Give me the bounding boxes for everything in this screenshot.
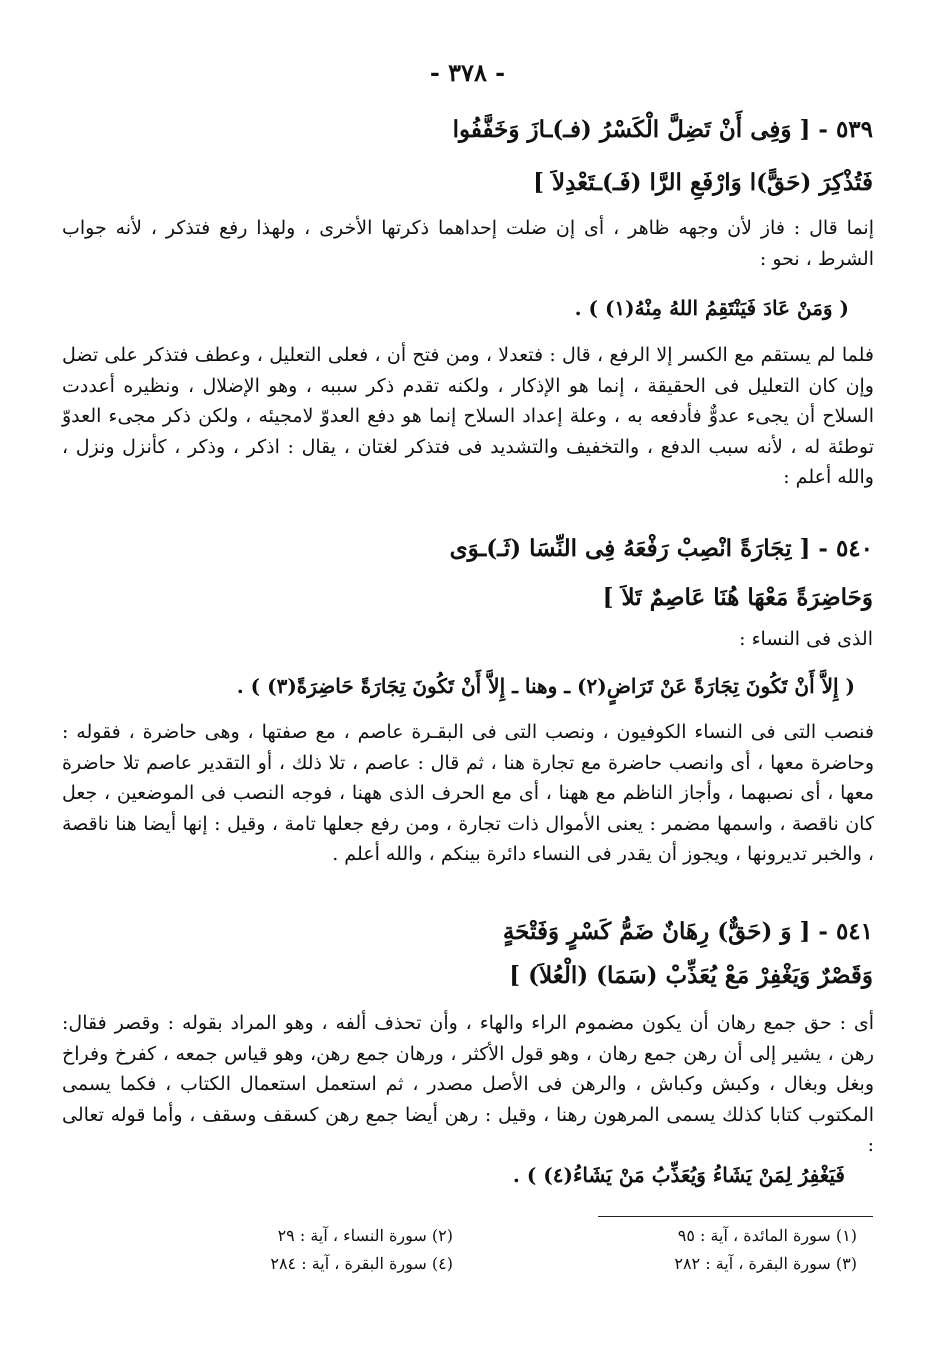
quran-quote-1: ( وَمَنْ عَادَ فَيَنْتَقِمُ اللهُ مِنْهُ(١) ) .: [574, 296, 849, 320]
commentary-paragraph-3: فنصب التى فى النساء الكوفيون ، ونصب التى فى البقـرة عاصم ، مع صفتها ، وهى حاضرة ، فقوله : وحاضرة معها ، أى وانصب حاضرة مع تجارة هنا ، ثم قال : عاصم ، تلا ذلك ، أو التقدير عاصم تلا حاضرة معها ، أى نصبهما ، وأجاز الناظم مع ههنا ، أى مع الحرف الذى ههنا ، فوجه النصب فى الموضعين ، جعل كان ناقصة ، واسمها مضمر : يعنى الأموال ذات تجارة ، ومن رفع جعلها تامة ، وقيل : إنها أيضا هنا ناقصة ، والخبر تديرونها ، ويجوز أن يقدر فى النساء دائرة بينكم ، والله أعلم .: [62, 721, 874, 865]
page-number: - ٣٧٨ -: [429, 58, 506, 87]
verse-540-first-hemistich: ٥٤٠ - [ تِجَارَةً انْصِبْ رَفْعَهُ فِى النِّسَا (ثَـ)ـوَى: [449, 535, 873, 562]
footnote-2: (٢) سورة النساء ، آية : ٢٩: [277, 1226, 453, 1245]
quran-quote-2: ( إِلاَّ أَنْ تَكُونَ تِجَارَةً عَنْ تَرَاضٍ(٢) ـ وهنا ـ إِلاَّ أَنْ تَكُونَ تِجَارَةً حَاضِرَةً(٣) ) .: [236, 674, 855, 698]
verse-539-second-hemistich: فَتُذْكِرَ (حَقًّ)ا وَارْفَعِ الرَّا (فَـ)ـتَعْدِلاَ ]: [533, 169, 873, 196]
verse-541-second-hemistich: وَقَصْرٌ وَيَغْفِرْ مَعْ يُعَذِّبْ (سَمَا) (الْعُلاَ) ]: [509, 962, 873, 989]
section-label: الذى فى النساء :: [739, 628, 873, 650]
verse-541-first-hemistich: ٥٤١ - [ وَ (حَقٌّ) رِهَانٌ ضَمُّ كَسْرٍ وَفَتْحَةٍ: [502, 918, 873, 945]
footnote-separator: [598, 1216, 873, 1217]
verse-540-second-hemistich: وَحَاضِرَةً مَعْهَا هُنَا عَاصِمٌ تَلاَ ]: [602, 584, 873, 611]
verse-539-first-hemistich: ٥٣٩ - [ وَفِى أَنْ تَضِلَّ الْكَسْرُ (فـ)ـازَ وَخَفَّفُوا: [452, 116, 873, 143]
footnote-3: (٣) سورة البقرة ، آية : ٢٨٢: [674, 1254, 857, 1273]
quran-quote-3: فَيَغْفِرُ لِمَنْ يَشَاءُ وَيُعَذِّبُ مَنْ يَشَاءُ(٤) ) .: [512, 1163, 845, 1187]
footnote-1: (١) سورة المائدة ، آية : ٩٥: [677, 1226, 857, 1245]
footnote-4: (٤) سورة البقرة ، آية : ٢٨٤: [270, 1254, 453, 1273]
commentary-paragraph-1: إنما قال : فاز لأن وجهه ظاهر ، أى إن ضلت إحداهما ذكرتها الأخرى ، ولهذا رفع فتذكر ، لأنه جواب الشرط ، نحو :: [62, 217, 874, 270]
commentary-paragraph-4: أى : حق جمع رهان أن يكون مضموم الراء والهاء ، وأن تحذف ألفه ، وهو المراد بقوله : وقصر فقال: رهن ، يشير إلى أن رهن جمع رهان ، وهو قول الأكثر ، ورهان جمع رهن، وهو قياس جمعه ، كفرخ وفراخ وبغل وبغال ، وكبش وكباش ، والرهن فى الأصل مصدر ، ثم استعمل استعمال الكتاب ، فكما يسمى المكتوب كتابا كذلك يسمى المرهون رهنا ، وقيل : رهن أيضا جمع رهن كسقف وسقف ، وأما قوله تعالى :: [62, 1012, 874, 1156]
commentary-paragraph-2: فلما لم يستقم مع الكسر إلا الرفع ، قال : فتعدلا ، ومن فتح أن ، فعلى التعليل ، وعطف فتذكر على تضل وإن كان التعليل فى الحقيقة ، إنما هو الإذكار ، ولكنه تقدم ذكر سببه ، وهو الإضلال ، ونظيره أعددت السلاح أن يجىء عدوٌّ فأدفعه به ، وعلة إعداد السلاح إنما هو دفع العدوّ لامجيئه ، ولكن ذكر مجىء العدوّ توطئة له ، لأنه سبب الدفع ، والتخفيف والتشديد فى فتذكر لغتان ، يقال : اذكر ، وذكر ، كأنزل ونزل ، والله أعلم :: [62, 344, 874, 488]
